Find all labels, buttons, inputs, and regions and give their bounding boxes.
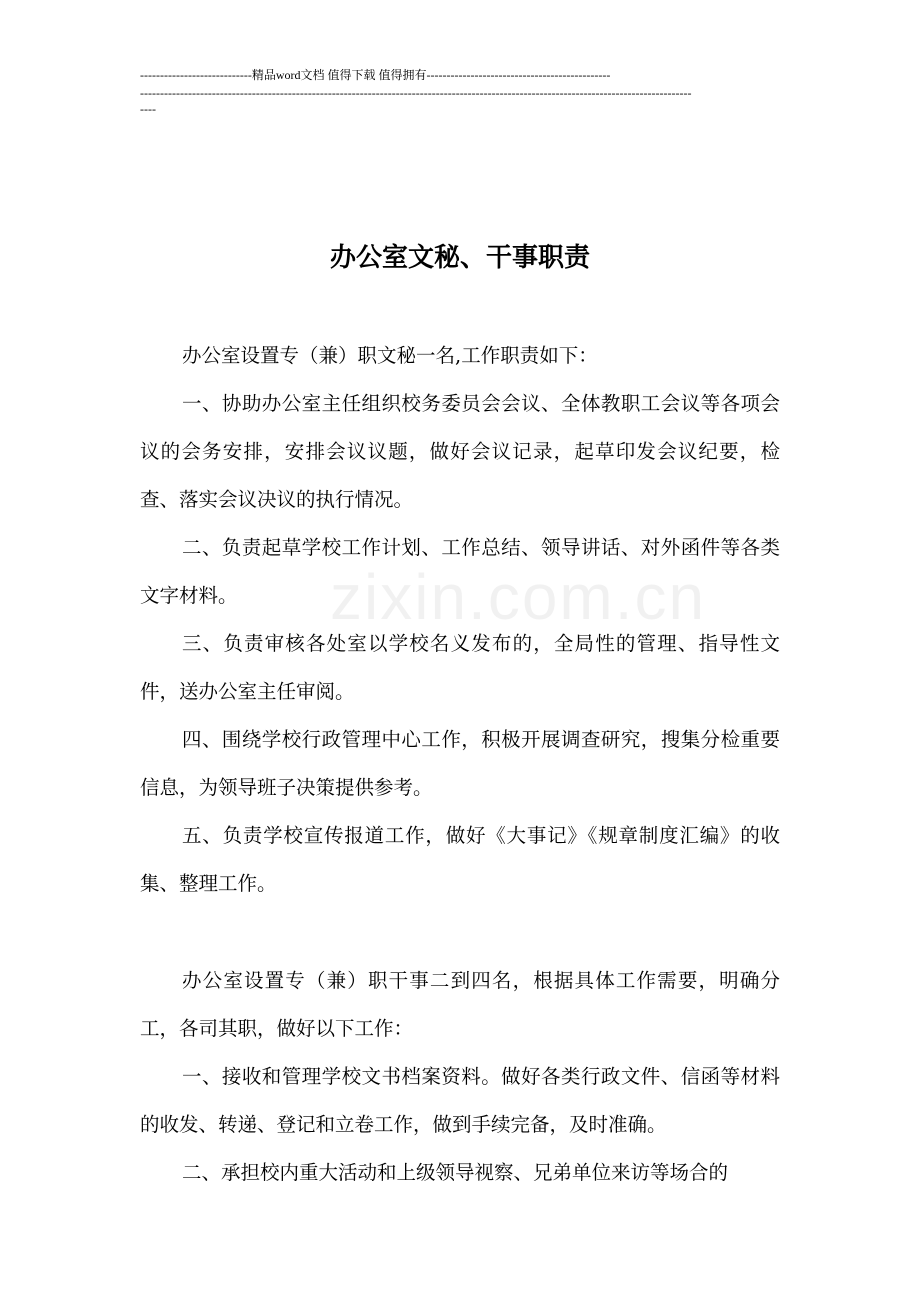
paragraph-secretary-duty-3: 三、负责审核各处室以学校名义发布的，全局性的管理、指导性文件，送办公室主任审阅。 (140, 632, 780, 703)
document-title: 办公室文秘、干事职责 (329, 243, 590, 273)
header-banner: ----------------------------精品word文档 值得下载 值得拥有---------------------------------------------- (140, 68, 611, 82)
paragraph-clerk-intro: 办公室设置专（兼）职干事二到四名，根据具体工作需要，明确分工，各司其职，做好以下工作： (140, 969, 780, 1040)
paragraph-clerk-duty-1: 一、接收和管理学校文书档案资料。做好各类行政文件、信函等材料的收发、转递、登记和立卷工作，做到手续完备，及时准确。 (140, 1065, 780, 1136)
header-divider-tail: ---- (140, 102, 156, 116)
paragraph-secretary-intro: 办公室设置专（兼）职文秘一名,工作职责如下： (182, 344, 598, 367)
paragraph-secretary-duty-1: 一、协助办公室主任组织校务委员会会议、全体教职工会议等各项会议的会务安排，安排会议议题，做好会议记录，起草印发会议纪要，检查、落实会议决议的执行情况。 (140, 392, 780, 511)
paragraph-secretary-duty-5: 五、负责学校宣传报道工作，做好《大事记》《规章制度汇编》的收集、整理工作。 (140, 824, 780, 895)
paragraph-secretary-duty-2: 二、负责起草学校工作计划、工作总结、领导讲话、对外函件等各类文字材料。 (140, 536, 780, 607)
paragraph-clerk-duty-2: 二、承担校内重大活动和上级领导视察、兄弟单位来访等场合的 (182, 1161, 729, 1184)
watermark: zixin.com.cn (330, 561, 707, 633)
paragraph-secretary-duty-4: 四、围绕学校行政管理中心工作，积极开展调查研究，搜集分检重要信息，为领导班子决策提供参考。 (140, 728, 780, 799)
header-divider: ------------------------------------------------------------------------------------------------------------------------------------------ (140, 86, 692, 100)
